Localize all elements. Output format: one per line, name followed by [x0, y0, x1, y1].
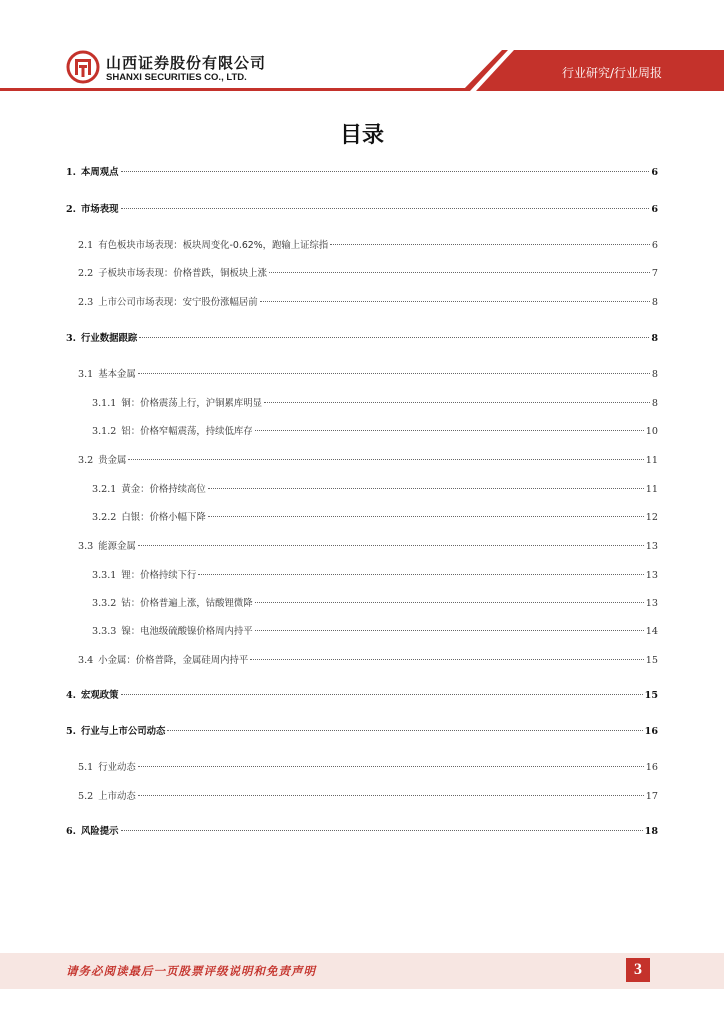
toc-entry[interactable] [92, 394, 658, 414]
shanxi-securities-logo-icon [66, 50, 100, 84]
toc-entry-page: 14 [645, 626, 658, 637]
toc-entry-number: 3.3.2 [92, 598, 117, 609]
toc-entry[interactable] [78, 787, 658, 807]
toc-entry-label: 小金属：价格普降，金属硅周内持平 [98, 655, 249, 666]
company-name-en: SHANXI SECURITIES CO., LTD. [106, 72, 247, 83]
toc-entry[interactable] [78, 537, 658, 557]
toc-entry-number: 2.1 [78, 240, 94, 251]
toc-entry-label: 贵金属 [98, 455, 127, 466]
toc-entry-number: 2.2 [78, 268, 94, 279]
toc-entry-page: 15 [644, 690, 658, 701]
toc-entry[interactable] [78, 651, 658, 671]
toc-entry-number: 3.3.1 [92, 570, 117, 581]
toc-entry-page: 17 [645, 791, 658, 802]
toc-entry[interactable] [78, 758, 658, 778]
toc-entry-number: 2. [66, 204, 77, 215]
toc-entry-page: 6 [651, 240, 658, 251]
toc-entry-label: 风险提示 [81, 826, 119, 837]
toc-entry-page: 13 [645, 570, 658, 581]
toc-entry[interactable] [78, 365, 658, 385]
toc-dot-leader [121, 171, 650, 172]
toc-dot-leader [255, 430, 644, 431]
toc-entry-page: 13 [645, 541, 658, 552]
toc-entry[interactable] [92, 422, 658, 442]
toc-entry-page: 12 [645, 512, 658, 523]
toc-dot-leader [330, 244, 650, 245]
toc-entry[interactable] [78, 264, 658, 284]
toc-dot-leader [138, 373, 650, 374]
toc-entry-number: 5.2 [78, 791, 94, 802]
toc-dot-leader [260, 301, 650, 302]
company-name-cn: 山西证券股份有限公司 [106, 54, 267, 72]
toc-dot-leader [121, 694, 643, 695]
toc-entry-label: 钴：价格普遍上涨，钴酸锂微降 [121, 598, 253, 609]
toc-dot-leader [121, 208, 650, 209]
toc-entry-page: 13 [645, 598, 658, 609]
toc-entry[interactable] [78, 451, 658, 471]
footer-disclaimer: 请务必阅读最后一页股票评级说明和免责声明 [66, 964, 316, 978]
toc-entry-label: 子板块市场表现：价格普跌，铜板块上涨 [98, 268, 268, 279]
toc-entry-number: 3.1.1 [92, 398, 117, 409]
toc-entry-page: 8 [651, 297, 658, 308]
toc-entry[interactable] [92, 622, 658, 642]
toc-entry-label: 白银：价格小幅下降 [121, 512, 206, 523]
toc-entry-label: 铝：价格窄幅震荡，持续低库存 [121, 426, 253, 437]
toc-entry-label: 行业动态 [98, 762, 136, 773]
toc-entry-number: 1. [66, 167, 77, 178]
toc-entry-label: 基本金属 [98, 369, 136, 380]
toc-entry-page: 10 [645, 426, 658, 437]
toc-entry[interactable] [78, 293, 658, 313]
report-category-tag: 行业研究/行业周报 [561, 66, 662, 80]
page-header [0, 0, 724, 100]
toc-entry-number: 5. [66, 726, 77, 737]
toc-dot-leader [250, 659, 644, 660]
toc-entry-number: 3. [66, 333, 77, 344]
toc-dot-leader [198, 574, 643, 575]
page-number: 3 [626, 958, 650, 982]
toc-dot-leader [208, 516, 644, 517]
toc-dot-leader [138, 545, 644, 546]
toc-entry-label: 宏观政策 [81, 690, 119, 701]
toc-dot-leader [167, 730, 642, 731]
toc-entry[interactable] [66, 822, 658, 842]
toc-entry[interactable] [66, 722, 658, 742]
toc-entry-number: 3.1.2 [92, 426, 117, 437]
toc-entry-number: 3.4 [78, 655, 94, 666]
toc-entry-label: 市场表现 [81, 204, 119, 215]
page-title: 目录 [339, 123, 384, 148]
toc-entry-number: 4. [66, 690, 77, 701]
toc-entry[interactable] [78, 236, 658, 256]
toc-entry-page: 8 [651, 333, 658, 344]
toc-dot-leader [121, 830, 643, 831]
toc-entry[interactable] [66, 163, 658, 183]
toc-entry-label: 本周观点 [81, 167, 119, 178]
toc-entry-number: 3.2.1 [92, 484, 117, 495]
toc-dot-leader [255, 602, 644, 603]
toc-entry[interactable] [66, 329, 658, 349]
toc-entry-number: 3.1 [78, 369, 94, 380]
toc-entry-label: 上市动态 [98, 791, 136, 802]
toc-dot-leader [264, 402, 650, 403]
toc-entry-page: 6 [651, 167, 658, 178]
toc-dot-leader [255, 630, 644, 631]
toc-entry-page: 8 [651, 398, 658, 409]
toc-entry-page: 6 [651, 204, 658, 215]
toc-entry-page: 11 [645, 484, 658, 495]
toc-entry-page: 16 [645, 762, 658, 773]
toc-entry-label: 能源金属 [98, 541, 136, 552]
toc-entry-number: 2.3 [78, 297, 94, 308]
toc-dot-leader [269, 272, 650, 273]
toc-entry[interactable] [92, 566, 658, 586]
toc-entry-page: 15 [645, 655, 658, 666]
toc-entry[interactable] [66, 200, 658, 220]
toc-dot-leader [208, 488, 644, 489]
toc-entry-page: 11 [645, 455, 658, 466]
toc-entry-label: 黄金：价格持续高位 [121, 484, 206, 495]
toc-entry-number: 6. [66, 826, 77, 837]
toc-entry-label: 上市公司市场表现：安宁股份涨幅居前 [98, 297, 258, 308]
toc-entry[interactable] [92, 508, 658, 528]
toc-entry[interactable] [92, 480, 658, 500]
toc-entry-label: 镍：电池级硫酸镍价格周内持平 [121, 626, 253, 637]
toc-dot-leader [139, 337, 649, 338]
toc-entry[interactable] [92, 594, 658, 614]
toc-entry-page: 7 [651, 268, 658, 279]
toc-dot-leader [138, 766, 644, 767]
toc-entry-number: 3.2 [78, 455, 94, 466]
toc-entry[interactable] [66, 686, 658, 706]
toc-entry-number: 3.3.3 [92, 626, 117, 637]
toc-entry-label: 行业数据跟踪 [81, 333, 138, 344]
toc-entry-label: 铜：价格震荡上行，沪铜累库明显 [121, 398, 263, 409]
toc-entry-page: 16 [644, 726, 658, 737]
toc-entry-label: 有色板块市场表现：板块周变化-0.62%，跑输上证综指 [98, 240, 329, 251]
toc-entry-number: 5.1 [78, 762, 94, 773]
toc-entry-number: 3.2.2 [92, 512, 117, 523]
toc-dot-leader [138, 795, 644, 796]
toc-dot-leader [128, 459, 643, 460]
toc-entry-label: 行业与上市公司动态 [81, 726, 166, 737]
toc-entry-page: 8 [651, 369, 658, 380]
toc-entry-page: 18 [644, 826, 658, 837]
toc-entry-label: 锂：价格持续下行 [121, 570, 197, 581]
toc-entry-number: 3.3 [78, 541, 94, 552]
